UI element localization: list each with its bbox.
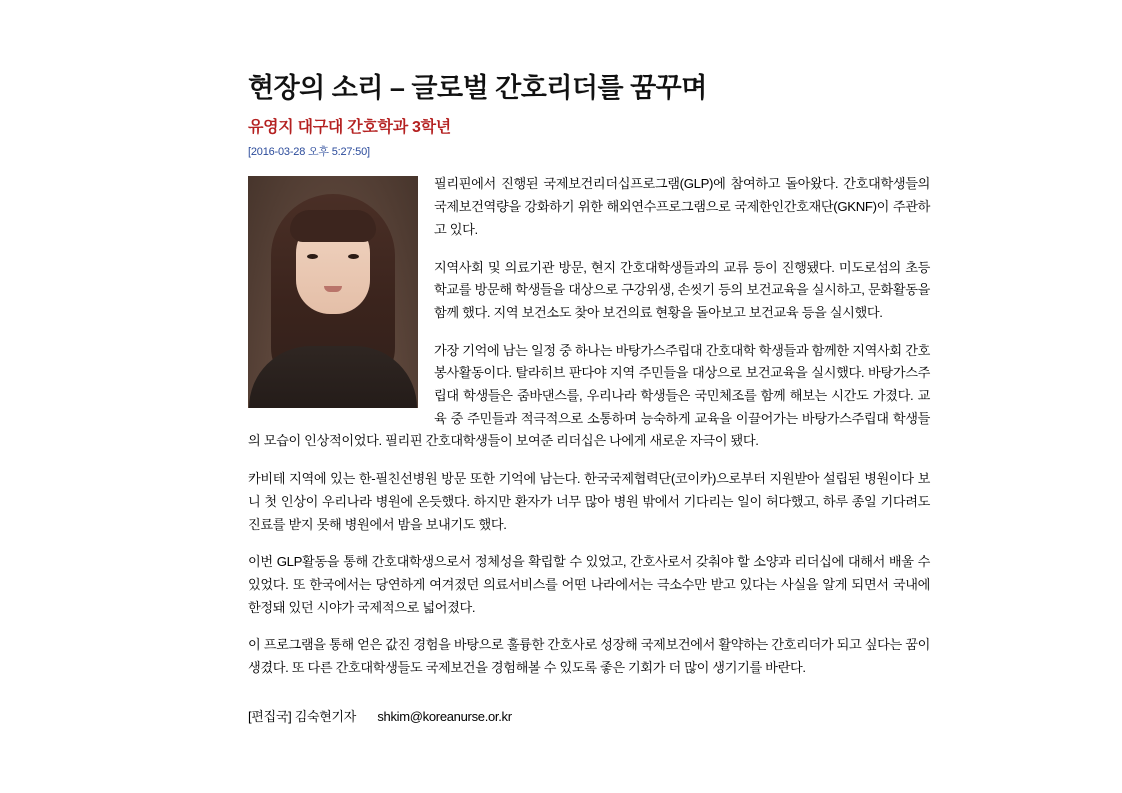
article-paragraph: 지역사회 및 의료기관 방문, 현지 간호대학생들과의 교류 등이 진행됐다. 미도로섬의 초등학교를 방문해 학생들을 대상으로 구강위생, 손씻기 등의 보건교육을 실시하고, 문화활동을 함께 했다. 지역 보건소도 찾아 보건의료 현황을 돌아보고 보건교육 등을 실시했다. bbox=[434, 259, 930, 320]
editorial-desk-credit: [편집국] 김숙현기자 bbox=[248, 708, 356, 724]
article-container bbox=[248, 72, 930, 725]
author-portrait-photo bbox=[248, 176, 418, 408]
article-paragraph: 필리핀에서 진행된 국제보건리더십프로그램(GLP)에 참여하고 돌아왔다. 간호대학생들의 국제보건역량을 강화하기 위한 해외연수프로그램으로 국제한인간호재단(GKNF)이 주관하고 있다. bbox=[434, 176, 930, 237]
publish-timestamp: [2016-03-28 오후 5:27:50] bbox=[248, 146, 370, 159]
article-footer bbox=[248, 706, 930, 725]
article-paragraph: 이 프로그램을 통해 얻은 값진 경험을 바탕으로 훌륭한 간호사로 성장해 국제보건에서 활약하는 간호리더가 되고 싶다는 꿈이 생겼다. 또 다른 간호대학생들도 국제보건을 경험해볼 수 있도록 좋은 기회가 더 많이 생기기를 바란다. bbox=[248, 637, 930, 676]
photo-bangs-shape bbox=[290, 210, 376, 242]
article-paragraph: 가장 기억에 남는 일정 중 하나는 바탕가스주립대 간호대학 학생들과 함께한 지역사회 간호봉사활동이다. 탈라히브 판다야 지역 주민들을 대상으로 보건교육을 실시했다. 바탕가스주립대 학생들은 줌바댄스를, 우리나라 학생들은 국민체조를 함께 해보는 시간도 가졌다. 교육 중 주민들과 적극적으로 소통하며 능숙하게 교육을 이끌어가는 바탕가스주립대 학생들의 모습이 인상적이었다. 필리핀 간호대학생들이 보여준 리더십은 나에게 새로운 자극이 됐다. bbox=[248, 342, 930, 449]
article-paragraph: 카비테 지역에 있는 한-필친선병원 방문 또한 기억에 남는다. 한국국제협력단(코이카)으로부터 지원받아 설립된 병원이다 보니 첫 인상이 우리나라 병원에 온듯했다. 하지만 환자가 너무 많아 병원 밖에서 기다리는 일이 허다했고, 하루 종일 기다려도 진료를 받지 못해 병원에서 밤을 보내기도 했다. bbox=[248, 471, 930, 532]
article-paragraph: 이번 GLP활동을 통해 간호대학생으로서 정체성을 확립할 수 있었고, 간호사로서 갖춰야 할 소양과 리더십에 대해서 배울 수 있었다. 또 한국에서는 당연하게 여겨졌던 의료서비스를 어떤 나라에서는 극소수만 받고 있다는 사실을 알게 되면서 국내에 한정돼 있던 시야가 국제적으로 넓어졌다. bbox=[248, 554, 930, 615]
page-title: 현장의 소리 – 글로벌 간호리더를 꿈꾸며 bbox=[248, 73, 707, 103]
reporter-email[interactable]: shkim@koreanurse.or.kr bbox=[377, 708, 512, 724]
article-body bbox=[248, 173, 930, 679]
author-byline: 유영지 대구대 간호학과 3학년 bbox=[248, 119, 451, 137]
